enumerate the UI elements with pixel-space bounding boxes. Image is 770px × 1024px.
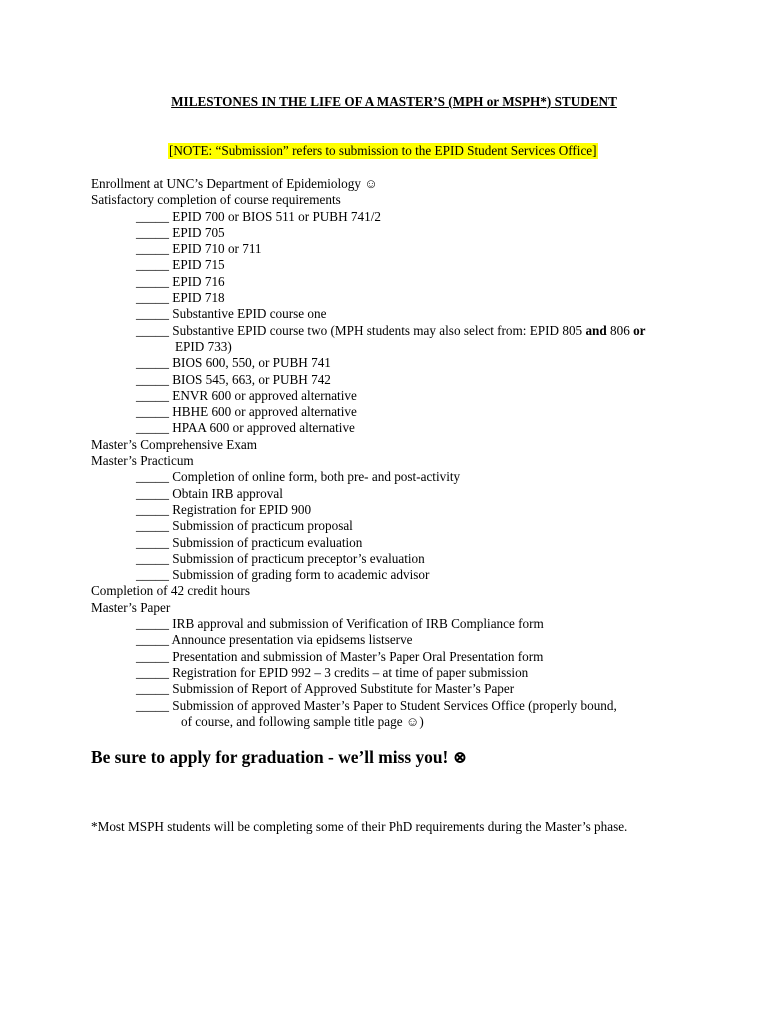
- checklist-item-course-two: _____ Substantive EPID course two (MPH students may also select from: EPID 805 and 806 or: [136, 322, 646, 338]
- blank-line: _____: [136, 485, 169, 501]
- checklist-item: _____ HPAA 600 or approved alternative: [136, 420, 355, 436]
- blank-line: _____: [136, 534, 169, 550]
- milestone-coursework: Satisfactory completion of course requirements: [91, 192, 341, 208]
- document-title: MILESTONES IN THE LIFE OF A MASTER’S (MPH or MSPH*) STUDENT: [171, 94, 617, 109]
- blank-line: _____: [136, 501, 169, 517]
- checklist-item: _____ Announce presentation via epidsems listserve: [136, 632, 413, 648]
- checklist-item: _____ EPID 710 or 711: [136, 241, 262, 257]
- footnote: *Most MSPH students will be completing some of their PhD requirements during the Master’s phase.: [91, 819, 628, 834]
- checklist-item: _____ ENVR 600 or approved alternative: [136, 387, 357, 403]
- checklist-item: _____ BIOS 545, 663, or PUBH 742: [136, 371, 331, 387]
- checklist-item: _____ Registration for EPID 900: [136, 501, 312, 517]
- checklist-item: _____ Submission of practicum evaluation: [136, 534, 363, 550]
- blank-line: _____: [136, 648, 169, 664]
- checklist-item: _____ HBHE 600 or approved alternative: [136, 404, 357, 420]
- checklist-item: _____ BIOS 600, 550, or PUBH 741: [136, 355, 331, 371]
- checklist-item: _____ EPID 705: [136, 224, 225, 240]
- checklist-item: _____ EPID 715: [136, 257, 225, 273]
- checklist-item: _____ Submission of grading form to academic advisor: [136, 567, 430, 583]
- graduation-reminder: Be sure to apply for graduation - we’ll miss you! ⊗: [91, 747, 468, 767]
- checklist-item: _____ Presentation and submission of Master’s Paper Oral Presentation form: [136, 648, 544, 664]
- checklist-item: _____ EPID 718: [136, 290, 225, 306]
- checklist-item: _____ Submission of Report of Approved Substitute for Master’s Paper: [136, 681, 515, 697]
- blank-line: _____: [136, 208, 169, 224]
- blank-line: _____: [136, 681, 169, 697]
- blank-line: _____: [136, 567, 169, 583]
- checklist-item: _____ Obtain IRB approval: [136, 485, 283, 501]
- checklist-item-continuation: of course, and following sample title page ☺): [181, 713, 424, 729]
- checklist-item: _____ Submission of practicum preceptor’s evaluation: [136, 550, 425, 566]
- blank-line: _____: [136, 371, 169, 387]
- checklist-item: _____ IRB approval and submission of Verification of IRB Compliance form: [136, 616, 544, 632]
- blank-line: _____: [136, 241, 169, 257]
- milestones-list: [91, 176, 731, 730]
- blank-line: _____: [136, 632, 169, 648]
- checklist-item: _____ Substantive EPID course one: [136, 306, 327, 322]
- blank-line: _____: [136, 469, 169, 485]
- blank-line: _____: [136, 616, 169, 632]
- checklist-item: _____ Submission of approved Master’s Paper to Student Services Office (properly bound,: [136, 697, 617, 713]
- blank-line: _____: [136, 224, 169, 240]
- blank-line: _____: [136, 387, 169, 403]
- blank-line: _____: [136, 420, 169, 436]
- blank-line: _____: [136, 697, 169, 713]
- checklist-item: _____ Submission of practicum proposal: [136, 518, 353, 534]
- blank-line: _____: [136, 306, 169, 322]
- milestone-masters-paper: Master’s Paper: [91, 599, 171, 615]
- blank-line: _____: [136, 355, 169, 371]
- checklist-item: _____ Registration for EPID 992 – 3 credits – at time of paper submission: [136, 664, 529, 680]
- checklist-item-continuation: EPID 733): [175, 338, 232, 354]
- highlighted-note: [NOTE: “Submission” refers to submission to the EPID Student Services Office]: [169, 143, 597, 158]
- blank-line: _____: [136, 257, 169, 273]
- blank-line: _____: [136, 664, 169, 680]
- blank-line: _____: [136, 273, 169, 289]
- blank-line: _____: [136, 404, 169, 420]
- blank-line: _____: [136, 518, 169, 534]
- milestone-comprehensive-exam: Master’s Comprehensive Exam: [91, 436, 258, 452]
- blank-line: _____: [136, 290, 169, 306]
- blank-line: _____: [136, 550, 169, 566]
- checklist-item: _____ EPID 700 or BIOS 511 or PUBH 741/2: [136, 208, 381, 224]
- checklist-item: _____ Completion of online form, both pre- and post-activity: [136, 469, 461, 485]
- milestone-enrollment: Enrollment at UNC’s Department of Epidemiology ☺: [91, 176, 378, 191]
- milestone-credit-hours: Completion of 42 credit hours: [91, 583, 250, 599]
- milestone-practicum: Master’s Practicum: [91, 453, 194, 469]
- blank-line: _____: [136, 322, 169, 338]
- checklist-item: _____ EPID 716: [136, 273, 225, 289]
